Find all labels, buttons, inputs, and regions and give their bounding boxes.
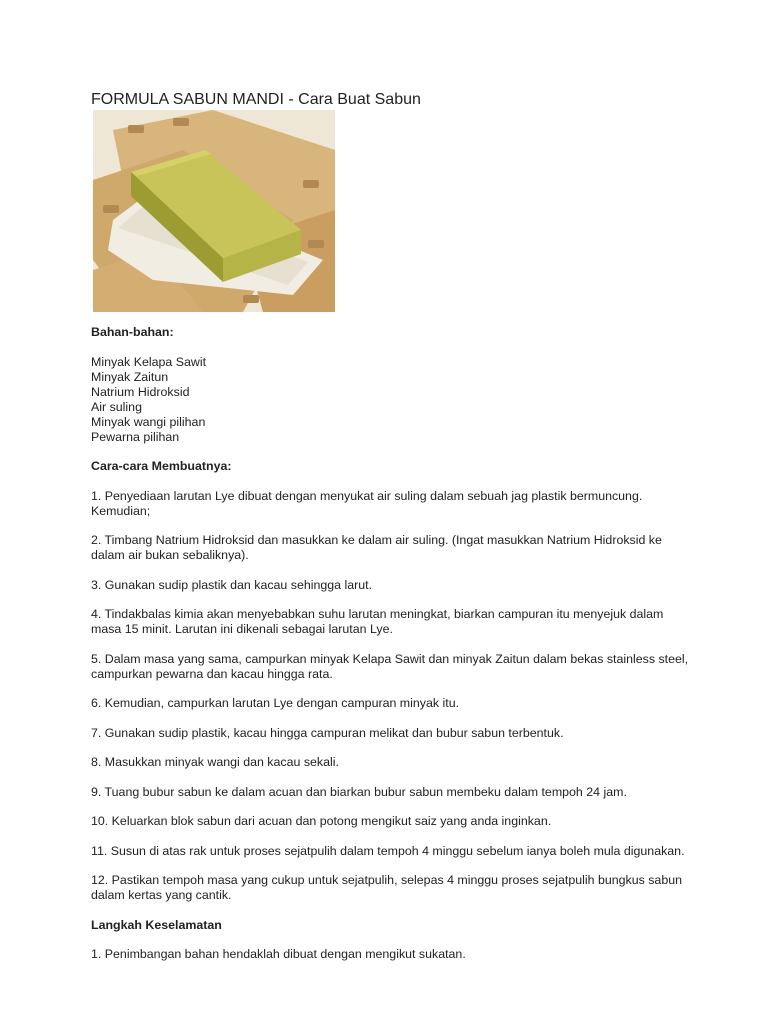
ingredients-list	[91, 355, 691, 445]
ingredient-item: Minyak Kelapa Sawit	[91, 354, 207, 369]
document-body	[91, 325, 691, 977]
ingredient-item: Minyak wangi pilihan	[91, 414, 206, 429]
soap-bar-illustration	[93, 110, 335, 312]
method-heading: Cara-cara Membuatnya:	[91, 459, 232, 473]
method-step: 7. Gunakan sudip plastik, kacau hingga campuran melikat dan bubur sabun terbentuk.	[91, 725, 564, 740]
method-step: 2. Timbang Natrium Hidroksid dan masukkan ke dalam air suling. (Ingat masukkan Natrium Hidroksid ke dalam air bukan sebaliknya).	[91, 533, 662, 562]
method-step: 5. Dalam masa yang sama, campurkan minyak Kelapa Sawit dan minyak Zaitun dalam bekas stainless steel, campurkan pewarna dan kacau hingga rata.	[91, 651, 689, 681]
safety-step: 1. Penimbangan bahan hendaklah dibuat dengan mengikut sukatan.	[91, 947, 466, 961]
method-step: 4. Tindakbalas kimia akan menyebabkan suhu larutan meningkat, biarkan campuran itu menyejuk dalam masa 15 minit. Larutan ini dikenali sebagai larutan Lye.	[91, 607, 664, 636]
ingredient-item: Air suling	[91, 399, 142, 414]
safety-heading: Langkah Keselamatan	[91, 917, 222, 932]
ingredients-heading: Bahan-bahan:	[91, 325, 174, 339]
method-step: 10. Keluarkan blok sabun dari acuan dan potong mengikut saiz yang anda inginkan.	[91, 814, 552, 828]
method-step: 9. Tuang bubur sabun ke dalam acuan dan biarkan bubur sabun membeku dalam tempoh 24 jam.	[91, 784, 627, 799]
ingredient-item: Pewarna pilihan	[91, 429, 180, 444]
soap-bar-photo	[93, 110, 335, 312]
ingredient-item: Minyak Zaitun	[91, 369, 169, 384]
ingredient-item: Natrium Hidroksid	[91, 384, 190, 399]
method-step: 11. Susun di atas rak untuk proses sejatpulih dalam tempoh 4 minggu sebelum ianya boleh mula digunakan.	[91, 843, 685, 858]
method-step: 8. Masukkan minyak wangi dan kacau sekali.	[91, 755, 339, 769]
method-step: 3. Gunakan sudip plastik dan kacau sehingga larut.	[91, 577, 373, 592]
method-step: 6. Kemudian, campurkan larutan Lye dengan campuran minyak itu.	[91, 696, 460, 710]
method-step: 1. Penyediaan larutan Lye dibuat dengan menyukat air suling dalam sebuah jag plastik bermuncung. Kemudian;	[91, 488, 643, 518]
method-step: 12. Pastikan tempoh masa yang cukup untuk sejatpulih, selepas 4 minggu proses sejatpulih bungkus sabun dalam kertas yang cantik.	[91, 873, 682, 902]
page-title: FORMULA SABUN MANDI - Cara Buat Sabun	[91, 91, 421, 108]
